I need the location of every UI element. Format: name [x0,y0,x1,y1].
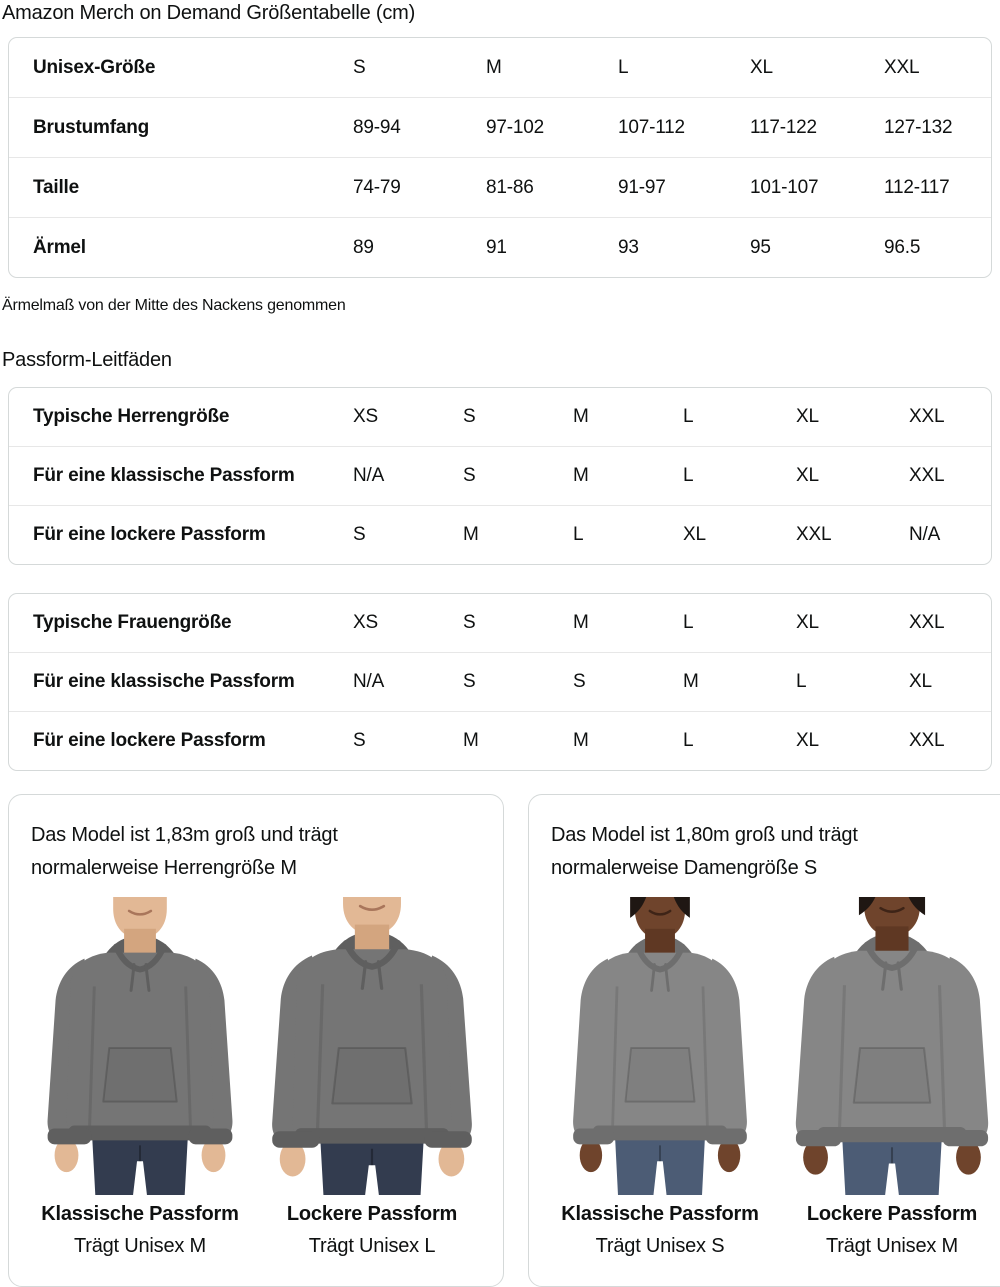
fit-label: Lockere Passform [806,1203,978,1225]
size-cell: XL [683,505,796,564]
size-cell: XXL [909,406,945,427]
row-label: Für eine klassische Passform [9,652,353,711]
table-row [9,38,991,97]
mens-loose-fit-photo [259,897,485,1195]
table-row [9,217,991,277]
table-row [9,594,991,652]
fit-label: Klassische Passform [561,1203,759,1225]
size-cell: 107-112 [618,97,750,157]
table-row [9,388,991,446]
unisex-size-table [8,37,992,278]
model-figure-loose [779,897,1000,1262]
page-title: Amazon Merch on Demand Größentabelle (cm) [2,2,416,24]
size-cell: XXL [884,56,920,78]
size-cell: 127-132 [884,97,991,157]
size-cell: S [573,652,683,711]
size-cell: L [796,652,909,711]
table-row [9,446,991,505]
mens-classic-fit-photo [27,897,253,1195]
womens-classic-fit-photo [547,897,773,1195]
row-label: Typische Frauengröße [33,612,232,633]
size-label: Trägt Unisex M [73,1235,207,1257]
mens-model-card [8,794,504,1287]
row-label: Für eine lockere Passform [9,711,353,770]
size-cell: XXL [909,446,991,505]
size-cell: N/A [353,652,463,711]
row-label: Für eine lockere Passform [9,505,353,564]
size-cell: S [463,406,476,427]
size-cell: M [573,612,589,633]
size-cell: XL [796,711,909,770]
size-cell: XL [750,56,773,78]
model-figure-classic [547,897,773,1262]
size-cell: XXL [909,612,945,633]
size-cell: 95 [750,217,884,277]
sleeve-measurement-note: Ärmelmaß von der Mitte des Nackens genommen [2,297,346,314]
size-cell: N/A [909,505,991,564]
size-cell: L [683,446,796,505]
row-label: Für eine klassische Passform [9,446,353,505]
row-label: Ärmel [9,217,353,277]
size-cell: M [573,711,683,770]
size-cell: L [683,711,796,770]
table-row [9,97,991,157]
size-cell: S [353,711,463,770]
size-cell: 74-79 [353,157,486,217]
size-cell: S [463,612,476,633]
row-label: Taille [9,157,353,217]
womens-loose-fit-photo [779,897,1000,1195]
size-cell: L [573,505,683,564]
size-cell: L [683,406,694,427]
size-cell: N/A [353,446,463,505]
size-cell: 93 [618,217,750,277]
size-cell: S [353,56,366,78]
fit-guides-heading: Passform-Leitfäden [2,349,172,371]
size-cell: L [683,612,694,633]
size-label: Trägt Unisex L [308,1235,436,1257]
fit-label: Lockere Passform [286,1203,458,1225]
size-cell: XS [353,406,378,427]
size-cell: XL [796,612,819,633]
model-description: Das Model ist 1,83m groß und trägt normalerweise Herrengröße M [31,824,338,879]
row-label: Unisex-Größe [33,56,156,78]
size-cell: XL [796,446,909,505]
size-cell: 112-117 [884,157,991,217]
womens-model-card [528,794,1000,1287]
size-cell: S [463,652,573,711]
table-row [9,157,991,217]
size-cell: XL [909,652,991,711]
size-cell: 96.5 [884,217,991,277]
size-cell: M [463,505,573,564]
size-cell: 91-97 [618,157,750,217]
size-cell: 117-122 [750,97,884,157]
womens-fit-table [8,593,992,771]
row-label: Typische Herrengröße [33,406,230,427]
mens-fit-table [8,387,992,565]
size-cell: 101-107 [750,157,884,217]
size-cell: M [683,652,796,711]
size-label: Trägt Unisex S [595,1235,725,1257]
row-label: Brustumfang [9,97,353,157]
size-cell: 97-102 [486,97,618,157]
size-cell: M [486,56,502,78]
size-cell: 81-86 [486,157,618,217]
model-cards [8,794,992,1287]
size-cell: XXL [909,711,991,770]
model-description: Das Model ist 1,80m groß und trägt normalerweise Damengröße S [551,824,858,879]
table-row [9,505,991,564]
size-cell: M [573,406,589,427]
size-cell: S [463,446,573,505]
table-row [9,711,991,770]
size-cell: 91 [486,217,618,277]
size-cell: 89-94 [353,97,486,157]
model-figure-classic [27,897,253,1262]
model-figure-loose [259,897,485,1262]
size-label: Trägt Unisex M [825,1235,959,1257]
size-cell: L [618,56,629,78]
size-cell: XXL [796,505,909,564]
size-cell: XL [796,406,819,427]
size-cell: S [353,505,463,564]
table-row [9,652,991,711]
fit-label: Klassische Passform [41,1203,239,1225]
size-cell: 89 [353,217,486,277]
size-cell: M [463,711,573,770]
size-cell: M [573,446,683,505]
size-cell: XS [353,612,378,633]
